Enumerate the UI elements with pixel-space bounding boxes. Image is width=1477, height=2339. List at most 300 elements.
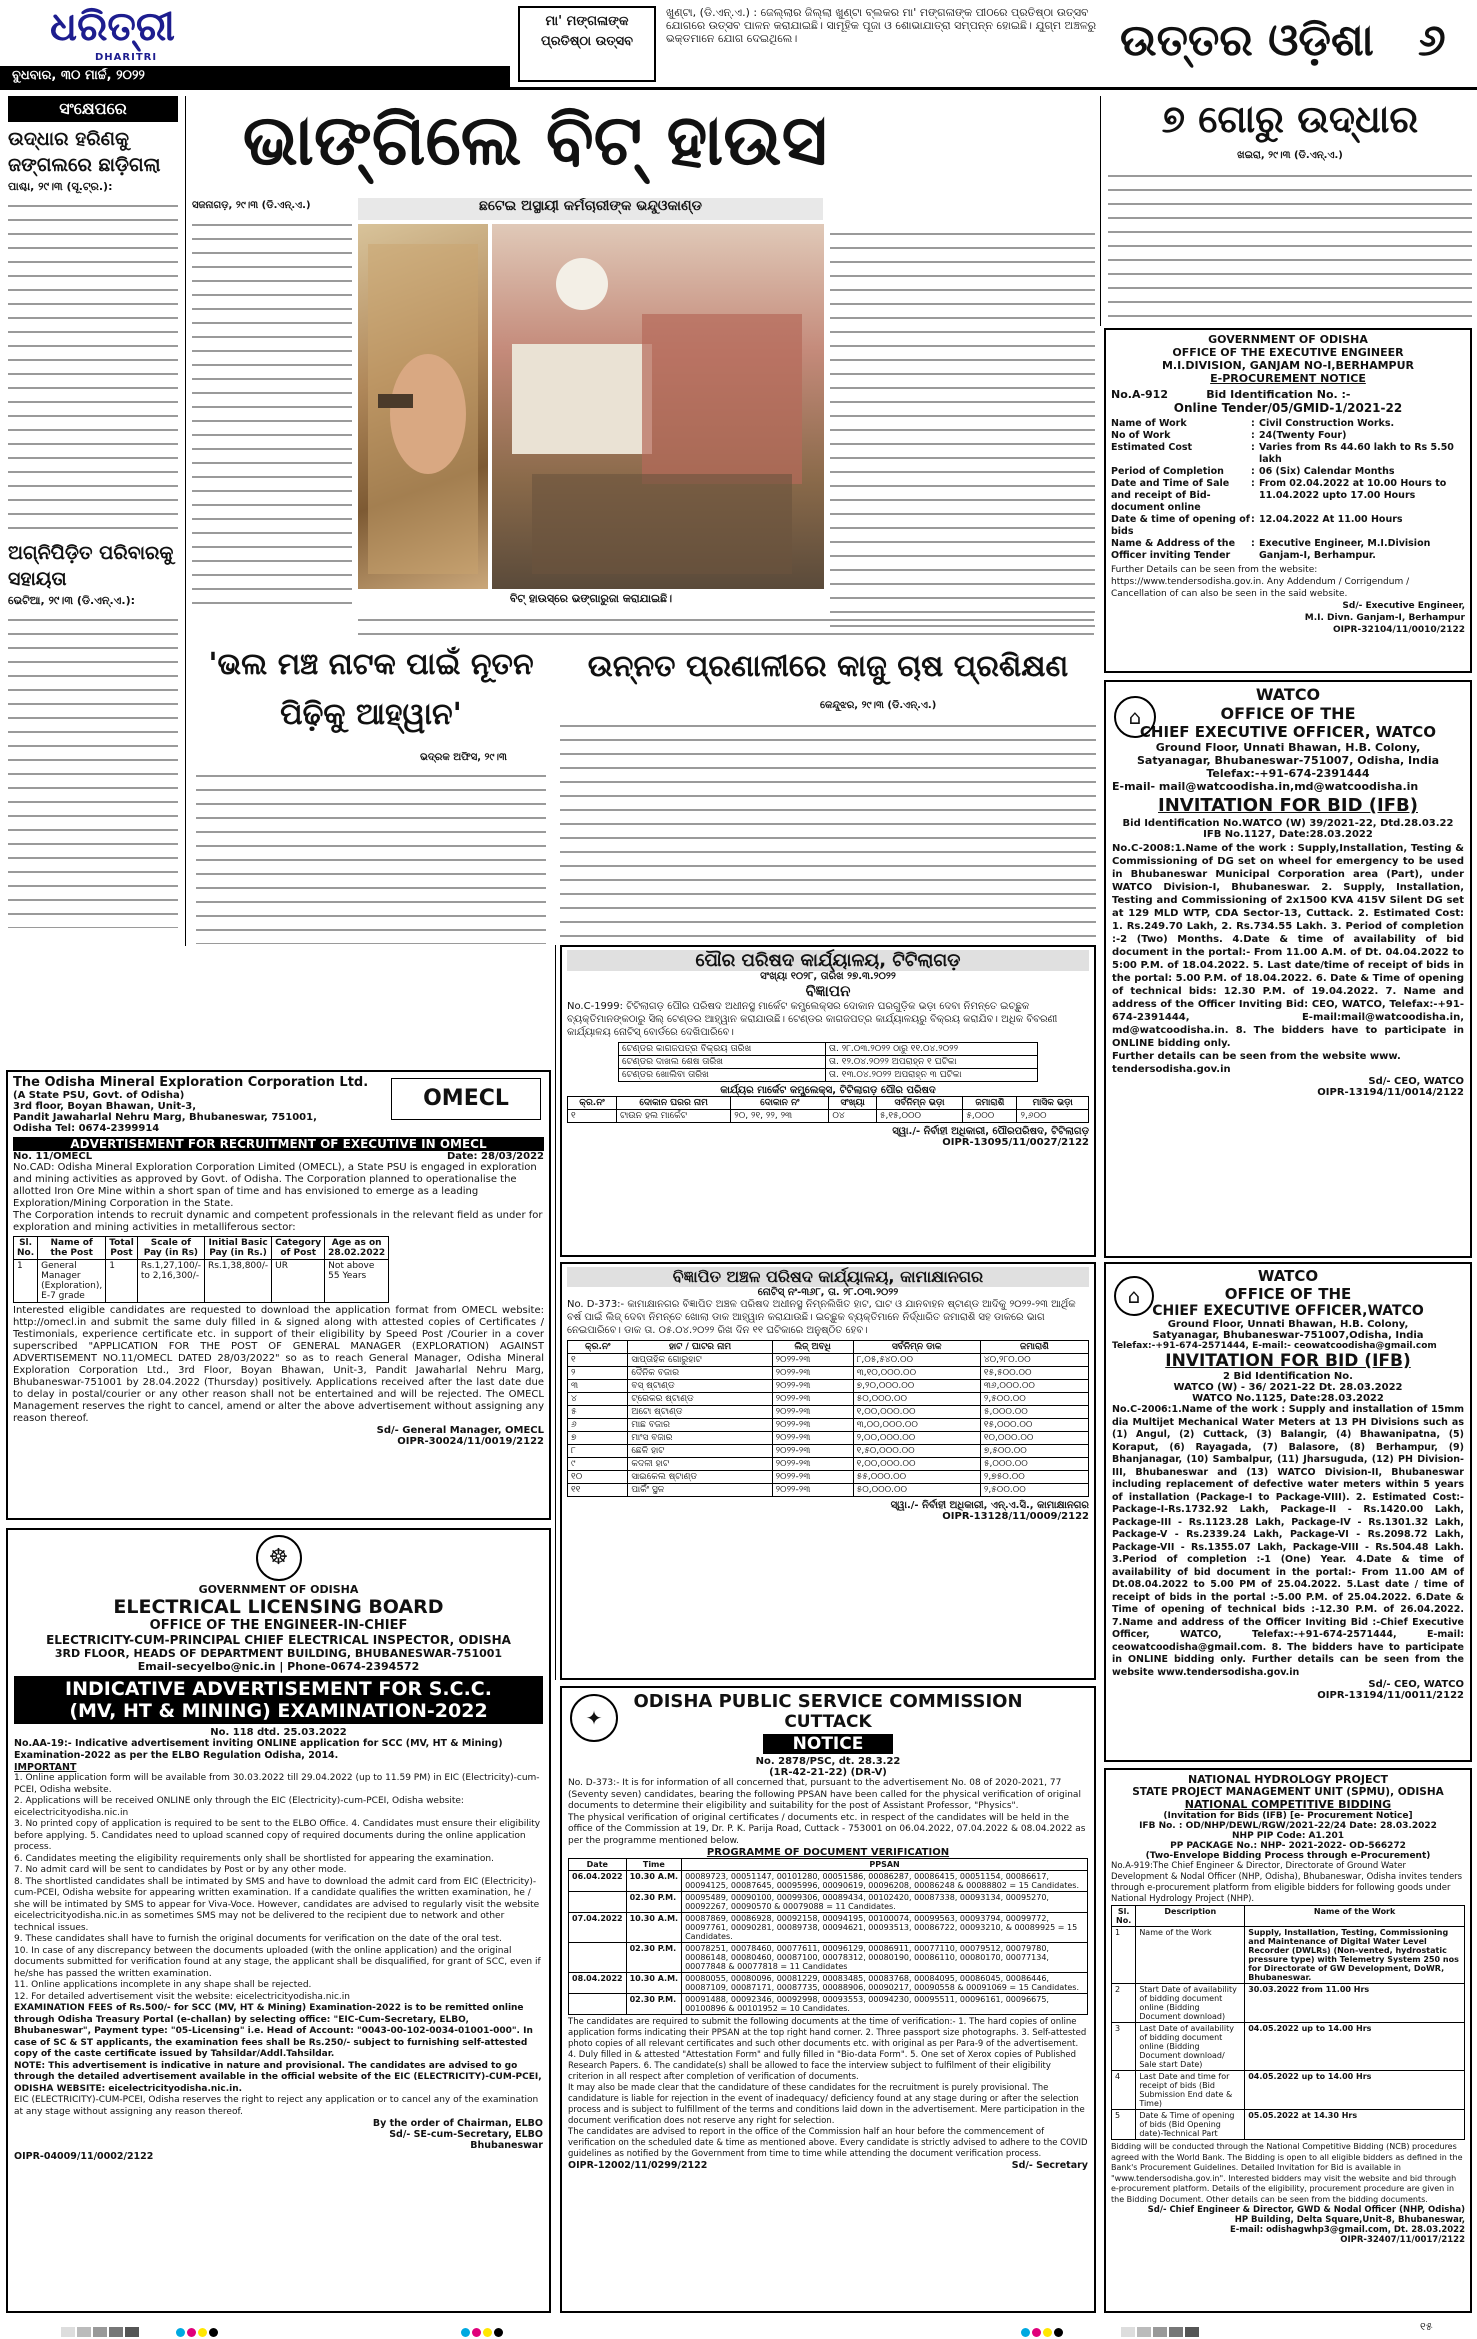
titlagarh-table-cell: ଟାଉନ ହଲ ମାର୍କେଟ [617, 1110, 731, 1123]
nhp-intro: No.A-919:The Chief Engineer & Director, Directorate of Ground Water Development & Nodal Officer (NHP, Odisha), Bhubaneswar, Odisha invites tenders through e-procurement platform from eligible bidders for following goods under National Hydrology Project (NHP). [1111, 1861, 1463, 1904]
nhp-l2: STATE PROJECT MANAGEMENT UNIT (SPMU), ODISHA [1132, 1786, 1444, 1798]
watco1-l5: Satyanagar, Bhubaneswar-751007, Odisha, India [1136, 754, 1440, 767]
table-row [568, 1458, 1089, 1471]
table-row [569, 1973, 1088, 1994]
nhp-table-header: Sl. No. [1112, 1906, 1136, 1927]
column-rule [1100, 96, 1101, 326]
ad-gm-row [1111, 538, 1465, 562]
kamakhya-table-cell: ୩,୧୦,୦୦୦.୦୦ [853, 1367, 980, 1380]
opsc-body2: The physical verification of original certificates / documents etc. in respect of the candidates will be held in the office of the Commission at 19, Dr. P. K. Parija Road, Cuttack - 753001 on 06.04.2022, 07.04.2022 & 08.04.2022 as per the programme mentioned below. [568, 1812, 1086, 1846]
cashew-dateline: କେନ୍ଦୁଝର, ୨୯।୩ (ଡି.ଏନ୍.ଏ.) [820, 700, 937, 711]
kamakhya-table-cell: ୧,୦୦,୦୦୦.୦୦ [853, 1458, 980, 1471]
omecl-l4: Pandit Jawaharlal Nehru Marg, Bhubaneswar, 751001, [13, 1112, 317, 1123]
ad-gm-further: Further Details can be seen from the website: https://www.tendersodisha.gov.in. Any Addendum / Corrigendum / Cancellation of can also be seen in the said website. [1111, 565, 1410, 599]
kamakhya-table-header: କ୍ର.ନଂ [568, 1341, 628, 1354]
opsc-table-cell [569, 1943, 627, 1973]
date-line: ବୁଧବାର, ୩୦ ମାର୍ଚ୍ଚ, ୨୦୨୨ [12, 68, 145, 83]
kamakhya-table-cell: ୩,୦୦,୦୦୦.୦୦ [853, 1419, 980, 1432]
watco1-sign: Sd/- CEO, WATCO [1368, 1076, 1464, 1087]
kamakhya-table-cell: ୨୦୨୨-୨୩ [772, 1367, 853, 1380]
watco-logo-icon: ⌂ [1114, 696, 1156, 738]
opsc-ref: (1R-42-21-22) (DR-V) [769, 1767, 887, 1778]
kamakhya-table-cell: ୯ [568, 1458, 628, 1471]
elbo-no-date: No. 118 dtd. 25.03.2022 [210, 1727, 347, 1738]
ad-kamakhyanagar [560, 1262, 1096, 1680]
opsc-table-cell [569, 1892, 627, 1913]
omecl-table-header: Scale of Pay (in Rs) [137, 1237, 204, 1260]
lead-photo-hand [358, 224, 488, 589]
omecl-l2: (A State PSU, Govt. of Odisha) [13, 1090, 185, 1101]
table-row [1112, 2071, 1465, 2110]
badge-line1: ମା' ମଙ୍ଗଳାଙ୍କ [545, 14, 629, 29]
elbo-point: 3. No printed copy of application is required to be sent to the ELBO Office. 4. Candidates must ensure their eligibility before applying. 5. Candidates need to upload scanned copy of required documents during the online application process. [14, 1819, 541, 1852]
titlagarh-date-row [619, 1069, 1038, 1082]
kamakhya-table-cell: ସାପ୍ତାହିକ ଗୋରୁହାଟ [628, 1354, 772, 1367]
table-row [568, 1484, 1089, 1497]
ad-gm-row-sep: : [1251, 442, 1255, 453]
table-row [569, 1994, 1088, 2015]
gray-scale-left [60, 2322, 140, 2339]
elbo-point: 1. Online application form will be available from 30.03.2022 till 29.04.2022 (up to 11.59 PM) in EIC (Electricity)-cum-PCEI, Odisha website. [14, 1773, 540, 1795]
watco2-l4: Ground Floor, Unnati Bhawan, H.B. Colony, [1167, 1319, 1409, 1330]
opsc-notice: NOTICE [763, 1734, 894, 1754]
nhp-table-cell: 04.05.2022 up to 14.00 Hrs [1245, 2071, 1465, 2110]
kamakhya-table-cell: ୧,୦୦,୦୦୦.୦୦ [853, 1406, 980, 1419]
omecl-table-header: Name of the Post [38, 1237, 106, 1260]
table-row [568, 1419, 1089, 1432]
elbo-l6: Email-secyelbo@nic.in | Phone-0674-2394572 [137, 1660, 420, 1673]
ad-gm-sign1: Sd/- Executive Engineer, [1342, 601, 1465, 611]
ad-gm-row-key: Date & time of opening of bids [1111, 514, 1250, 537]
kamakhya-table-cell: ୪୦,୨୮୦.୦୦ [980, 1354, 1088, 1367]
opsc-sign: Sd/- Secretary [1011, 2160, 1088, 2171]
kamakhya-table-cell: ୨୦୨୨-୨୩ [772, 1380, 853, 1393]
opsc-table-cell: 00091488, 00092346, 00092998, 00093553, 00094230, 00095511, 00096161, 00096675, 00100896 & 00101952 = 10 Candidates. [682, 1994, 1088, 2015]
watco2-l5: Satyanagar, Bhubaneswar-751007,Odisha, India [1152, 1330, 1424, 1341]
ad-omecl [6, 1070, 551, 1520]
opsc-table-cell: 07.04.2022 [569, 1913, 627, 1943]
kamakhya-table-header: ଜମାରାଶି [980, 1341, 1088, 1354]
ad-minor-irrigation [1104, 328, 1472, 673]
kamakhya-table-cell: ୭ [568, 1432, 628, 1445]
ad-gm-line3: M.I.DIVISION, GANJAM NO-I,BERHAMPUR [1161, 359, 1415, 372]
titlagarh-table [567, 1096, 1089, 1123]
opsc-header-row [569, 1859, 1088, 1871]
table-row [1112, 1984, 1465, 2023]
elbo-l5: 3RD FLOOR, HEADS OF DEPARTMENT BUILDING, BHUBANESWAR-751001 [54, 1647, 503, 1660]
kamakhya-table-cell: ୨୦୨୨-୨୩ [772, 1406, 853, 1419]
titlagarh-table-header: ଜମାରାଶି [963, 1097, 1017, 1110]
table-row [568, 1354, 1089, 1367]
lead-body-tail [358, 610, 1094, 638]
ad-gm-row-key: No of Work [1111, 430, 1171, 441]
opsc-table-cell [569, 1994, 627, 2015]
nhp-table-cell: 3 [1112, 2023, 1136, 2071]
ad-watco-2 [1104, 1262, 1472, 1762]
opsc-emblem-icon: ✦ [570, 1694, 618, 1742]
nhp-table-cell: 05.05.2022 at 14.30 Hrs [1245, 2110, 1465, 2140]
kamakhya-sign: ସ୍ୱା./- ନିର୍ବାହୀ ଅଧିକାରୀ, ଏନ୍.ଏ.ସି., କାମାକ୍ଷାନଗର [890, 1500, 1089, 1511]
color-dots-left [175, 2322, 219, 2339]
kamakhya-table-cell: କଦଳୀ ହାଟ [628, 1458, 772, 1471]
kamakhya-table-cell: ଦୈନିକ ବଜାର [628, 1367, 772, 1380]
nhp-table-cell: Name of the Work [1136, 1927, 1245, 1984]
elbo-point: 10. In case of any discrepancy between the documents uploaded (with the online application) and the original documents submitted for verification found at any stage, the applicant shall be disqualified, for grant of SCC, even if he/she has passed the written examination. [14, 1945, 541, 1979]
color-dots-right [1020, 2322, 1064, 2339]
table-row [569, 1913, 1088, 1943]
kamakhya-table-cell: ମାଂସ ବଜାର [628, 1432, 772, 1445]
logo-odia: ଧରିତ୍ରୀ [50, 3, 175, 50]
omecl-l5: Odisha Tel: 0674-2399914 [13, 1123, 160, 1134]
ad-gm-row-val: 06 (Six) Calendar Months [1259, 466, 1395, 477]
kamakhya-table-cell: ୮,୦୫,୫୪୦.୦୦ [853, 1354, 980, 1367]
nhp-table-cell: Supply, Installation, Testing, Commissioning and Maintenance of Digital Water Level Recorder (DWLRs) (Non-vented, hydrostatic pressure type) with Telemetry System 250 nos for Directorate of GW Development, DoWR, Bhubaneswar. [1245, 1927, 1465, 1984]
nhp-sign3: E-mail: odishagwhp3@gmail.com, Dt. 28.03.2022 [1229, 2225, 1465, 2235]
omecl-body1: No.CAD: Odisha Mineral Exploration Corporation Limited (OMECL), a State PSU is engaged in exploration and mining activities as approved by Govt. of Odisha. The Corporation planned to operationalise the allotted Iron Ore Mine within a short span of time and has envisioned to emerge as a leading Exploration/Mining Corporation in the State. [13, 1162, 537, 1209]
goru-headline: ୭ ଗୋରୁ ଉଦ୍ଧାର [1161, 97, 1419, 141]
drama-body [196, 766, 546, 944]
ad-gm-row-val: 24(Twenty Four) [1259, 430, 1347, 441]
elbo-sign2: Sd/- SE-cum-Secretary, ELBO [389, 2129, 543, 2140]
lead-headline: ଭାଙ୍ଗିଲେ ବିଟ୍ ହାଉସ [242, 99, 828, 181]
opsc-table-cell: 10.30 A.M. [626, 1913, 681, 1943]
opsc-table-header: PPSAN [682, 1859, 1088, 1871]
brief1-body [8, 196, 178, 534]
nhp-table-cell: 2 [1112, 1984, 1136, 2023]
ad-gm-tender: Online Tender/05/GMID-1/2021-22 [1173, 401, 1403, 415]
omecl-sign: Sd/- General Manager, OMECL [376, 1425, 544, 1436]
ad-gm-row-key: Name of Work [1111, 418, 1187, 429]
elbo-important: IMPORTANT [14, 1762, 77, 1773]
omecl-title: ADVERTISEMENT FOR RECRUITMENT OF EXECUTIVE IN OMECL [13, 1137, 544, 1151]
kamakhya-title: ବିଜ୍ଞାପିତ ଅଞ୍ଚଳ ପରିଷଦ କାର୍ଯ୍ୟାଳୟ, କାମାକ୍ଷାନଗର [567, 1267, 1089, 1287]
nhp-l8: (Two-Envelope Bidding Process through e-Procurement) [1145, 1851, 1431, 1861]
ad-opsc [560, 1686, 1096, 2313]
nhp-l4: (Invitation for Bids (IFB) [e- Procurement Notice] [1163, 1811, 1413, 1821]
omecl-table-cell: Rs.1,38,800/- [204, 1260, 271, 1303]
kamakhya-table-cell: ୫,୦୦୦.୦୦ [980, 1458, 1088, 1471]
opsc-table-cell: 10.30 A.M. [626, 1973, 681, 1994]
brief2-dateline: ଭେଟିଆ, ୨୯।୩ (ଡି.ଏନ୍.ଏ.): [8, 594, 136, 607]
ad-gm-row-sep: : [1251, 478, 1255, 489]
titlagarh-date-label: ଟେଣ୍ଡର କାଗଜପତ୍ର ବିକ୍ରୟ ତାରିଖ [619, 1043, 826, 1056]
omecl-brand: OMECL [423, 1086, 509, 1111]
omecl-table-cell: 1 [14, 1260, 38, 1303]
watco1-bid: Bid Identification No.WATCO (W) 39/2021-22, Dtd.28.03.22 [1122, 818, 1454, 829]
brief2-headline: ଅଗ୍ନିପିଡ଼ିତ ପରିବାରକୁ ସହାୟତା [8, 542, 174, 590]
opsc-table-cell: 00078251, 00078460, 00077611, 00096129, 00086911, 00077110, 00079512, 00079780, 00086148, 00080460, 00087100, 00078312, 00080190, 00086110, 00080170, 00077134, 00077848 & 00077818 = 11 Candidates [682, 1943, 1088, 1973]
omecl-advt-date: Date: 28/03/2022 [446, 1151, 544, 1162]
omecl-table-header: Initial Basic Pay (in Rs.) [204, 1237, 271, 1260]
nhp-table-cell: 5 [1112, 2110, 1136, 2140]
watco2-logo-icon: ⌂ [1114, 1276, 1154, 1316]
briefs-column [8, 96, 178, 946]
opsc-table-cell: 00089723, 00051147, 00101280, 00051586, 00086287, 00086415, 00051154, 00086617, 00094125, 00087645, 00095996, 00090619, 00096208, 00086248 & 00088802 = 15 Candidates. [682, 1871, 1088, 1892]
elbo-title2: (MV, HT & MINING) EXAMINATION-2022 [69, 1700, 488, 1722]
drama-headline: 'ଭଲ ମଞ୍ଚ ନାଟକ ପାଇଁ ନୂତନ ପିଢ଼ିକୁ ଆହ୍ୱାନ' [208, 647, 534, 732]
titlagarh-table-header: ଦୋକାନ ନଂ [731, 1097, 829, 1110]
elbo-point: 2. Applications will be received ONLINE only through the EIC (Electricity)-cum-PCEI, Odisha website: eicelectricityodisha.nic.in [14, 1796, 464, 1818]
opsc-table [568, 1858, 1088, 2015]
odisha-emblem-icon: ☸ [256, 1535, 302, 1581]
table-row [568, 1393, 1089, 1406]
elbo-point: 12. For detailed advertisement visit the website: eicelectricityodisha.nic.in [14, 1991, 350, 2002]
nhp-table-cell: 04.05.2022 up to 14.00 Hrs [1245, 2023, 1465, 2071]
opsc-table-cell: 06.04.2022 [569, 1871, 627, 1892]
lead-dateline: ସଜନାଗଡ଼, ୨୯।୩ (ଡି.ଏନ୍.ଏ.) [192, 200, 311, 211]
table-row [1112, 1927, 1465, 1984]
kamakhya-table-cell: ୨୦୨୨-୨୩ [772, 1484, 853, 1497]
nhp-l3: NATIONAL COMPETITIVE BIDDING [1184, 1798, 1392, 1811]
nhp-l7: PP PACKAGE No.: NHP- 2021-2022- OD-566272 [1170, 1841, 1406, 1851]
ad-watco-1 [1104, 680, 1472, 1258]
watco2-l6: Telefax:-+91-674-2571444, E-mail:- ceowatcoodisha@gmail.com [1112, 1341, 1437, 1351]
nhp-table-cell: Last Date of availability of bidding document online (Bidding Document download/ Sale start Date) [1136, 2023, 1245, 2071]
nhp-sign2: HP Building, Delta Square,Unit-8, Bhubaneswar, [1234, 2215, 1465, 2225]
brief1-headline: ଉଦ୍ଧାର ହରିଣକୁ ଜଙ୍ଗଲରେ ଛାଡ଼ିଗଲା [8, 128, 161, 176]
drama-dateline: ଭଦ୍ରକ ଅଫିସ, ୨୯।୩ [420, 752, 507, 763]
elbo-reserve: EIC (ELECTRICITY)-CUM-PCEI, Odisha reserves the right to reject any application or to cancel any of the examination at any stage without assigning any reason thereof. [14, 2095, 539, 2117]
nhp-table-header: Description [1136, 1906, 1245, 1927]
badge-box [518, 6, 656, 82]
opsc-title2: CUTTACK [784, 1712, 872, 1732]
kamakhya-table-cell: ୨,୫୦୦.୦୦ [980, 1484, 1088, 1497]
opsc-body1: No. D-373:- It is for information of all concerned that, pursuant to the advertisement No. 08 of 2020-2021, 77 (Seventy seven) candidates, bearing the following PPSAN have been called for the physical verification of original documents to determine their eligibility and suitability for the post of Assistant Professor, "Physics". [568, 1778, 1081, 1811]
nhp-l5: IFB No. : OD/NHP/DEWL/RGW/2021-22/24 Date: 28.03.2022 [1139, 1821, 1437, 1831]
kamakhya-table-cell: ଟ୍ରେକର ଷ୍ଟାଣ୍ଡ [628, 1393, 772, 1406]
page-number: ୬ [1418, 15, 1446, 66]
titlagarh-table-header: ସଂଖ୍ୟା [829, 1097, 876, 1110]
omecl-body2: The Corporation intends to recruit dynamic and competent professionals in the relevant field as under for exploration and mining activities in metalliferous sector: [13, 1210, 543, 1233]
kamakhya-table-cell: ୭,୨୦,୦୦୦.୦୦ [853, 1380, 980, 1393]
watco2-l3: CHIEF EXECUTIVE OFFICER,WATCO [1152, 1303, 1424, 1319]
registration-marks [0, 2318, 1477, 2339]
omecl-table-cell: UR [272, 1260, 325, 1303]
table-row [568, 1380, 1089, 1393]
titlagarh-table-cell: ୨,୬୦୦ [1017, 1110, 1089, 1123]
omecl-advt-no: No. 11/OMECL [13, 1151, 93, 1162]
watco2-title: INVITATION FOR BID (IFB) [1165, 1351, 1411, 1371]
titlagarh-sub: ସଂଖ୍ୟା ୧୦୨୮, ତାରିଖ ୨୭.୩.୨୦୨୨ [760, 971, 896, 982]
lead-kicker: ଛଟେଇ ଅସ୍ଥାୟୀ କର୍ମଚାରୀଙ୍କ ଭନ୍ଦୁଓକାଣ୍ଡ [358, 198, 823, 220]
nhp-l6: NHP PIP Code: A1.201 [1232, 1831, 1344, 1841]
elbo-points [14, 1773, 543, 2003]
omecl-table-cell: Not above 55 Years [325, 1260, 389, 1303]
elbo-l3: OFFICE OF THE ENGINEER-IN-CHIEF [149, 1618, 408, 1633]
nhp-table-cell: 4 [1112, 2071, 1136, 2110]
opsc-table-cell: 00080055, 00080096, 00081229, 00083485, 00083768, 00084095, 00086045, 00086446, 00087109, 00087171, 00087735, 00088906, 00090217, 00090558 & 00091069 = 15 Candidates. [682, 1973, 1088, 1994]
watco1-ifb: IFB No.1127, Date:28.03.2022 [1203, 829, 1373, 840]
table-row [568, 1406, 1089, 1419]
watco2-bid: 2 Bid Identification No. [1223, 1371, 1353, 1382]
elbo-sign1: By the order of Chairman, ELBO [372, 2118, 543, 2129]
opsc-table-cell: 08.04.2022 [569, 1973, 627, 1994]
opsc-no: No. 2878/PSC, dt. 28.3.22 [755, 1756, 901, 1767]
ad-gm-row [1111, 478, 1465, 514]
titlagarh-body: No.C-1999: ଟିଟିଲାଗଡ଼ ପୌର ପରିଷଦ ଅଧୀନସ୍ଥ ମାର୍କେଟ କମ୍ପ୍ଲେକ୍ସର ଦୋକାନ ଘରଗୁଡ଼ିକ ଭଡ଼ା ଦେବା ନିମନ୍ତେ ଇଚ୍ଛୁକ ବ୍ୟକ୍ତିମାନଙ୍କଠାରୁ ସିଲ୍ ଟେଣ୍ଡର ଆହ୍ୱାନ କରାଯାଉଛି। ଟେଣ୍ଡର କାଗଜପତ୍ର କାର୍ଯ୍ୟାଳୟରୁ ବିକ୍ରୟ କରାଯିବ। ଅଧିକ ବିବରଣୀ କାର୍ଯ୍ୟାଳୟ ନୋଟିସ୍ ବୋର୍ଡରେ ଦେଖିପାରିବେ। [567, 1001, 1058, 1038]
titlagarh-date-row [619, 1056, 1038, 1069]
titlagarh-date-value: ତା. ୧୨.୦୪.୨୦୨୨ ଅପରାହ୍ନ ୧ ଘଟିକା [825, 1056, 1037, 1069]
table-row [568, 1367, 1089, 1380]
goru-body [1108, 166, 1472, 324]
ad-gm-row-sep: : [1251, 538, 1255, 549]
nhp-table-cell: Start Date of availability of bidding document online (Bidding Document download) [1136, 1984, 1245, 2023]
elbo-oipr: OIPR-04009/11/0002/2122 [14, 2151, 154, 2162]
elbo-title1: INDICATIVE ADVERTISEMENT FOR S.C.C. [65, 1678, 492, 1700]
kamakhya-body: No. D-373:- କାମାକ୍ଷାନଗର ବିଜ୍ଞାପିତ ଅଞ୍ଚଳ ପରିଷଦ ଅଧୀନସ୍ଥ ନିମ୍ନଲିଖିତ ହାଟ, ଘାଟ ଓ ଯାନବାହନ ଷ୍ଟାଣ୍ଡ ଆଦିକୁ ୨୦୨୨-୨୩ ଆର୍ଥିକ ବର୍ଷ ପାଇଁ ଲିଜ୍ ଦେବା ନିମନ୍ତେ ଖୋଲା ଡାକ ଆହ୍ୱାନ କରାଯାଉଛି। ଇଚ୍ଛୁକ ବ୍ୟକ୍ତିମାନେ ନିର୍ଦ୍ଧାରିତ ଜମାରାଶି ସହ ଡାକରେ ଭାଗ ନେଇପାରିବେ। ଡାକ ତା. ୦୫.୦୪.୨୦୨୨ ରିଖ ଦିନ ୧୧ ଘଟିକାରେ ଅନୁଷ୍ଠିତ ହେବ। [567, 1299, 1076, 1336]
titlagarh-oipr: OIPR-13095/11/0027/2122 [942, 1137, 1089, 1148]
titlagarh-title: ପୌର ପରିଷଦ କାର୍ଯ୍ୟାଳୟ, ଟିଟିଲାଗଡ଼ [567, 950, 1089, 971]
kamakhya-table [567, 1340, 1089, 1497]
ad-gm-row-val: 12.04.2022 At 11.00 Hours [1259, 514, 1403, 525]
kamakhya-table-cell: ୧ [568, 1354, 628, 1367]
kamakhya-table-cell: ୨୦୨୨-୨୩ [772, 1419, 853, 1432]
lead-photo-room [492, 224, 824, 589]
omecl-table-cell: 1 [106, 1260, 138, 1303]
badge-line2: ପ୍ରତିଷ୍ଠା ଉତ୍ସବ [540, 34, 634, 49]
omecl-body3: Interested eligible candidates are requested to download the application format from OMECL website: http://omecl.in and submit the same duly filled in & signed along with attested copies of Certificates / Testimonials, experience certificate etc. in support of their eligibility by Speed Post /Courier in a cover superscribed "APPLICATION FOR THE POST OF GENERAL MANAGER (EXPLORATION) AGAINST ADVERTISEMENT NO.11/OMECL DATED 28/03/2022" so as to reach General Manager, Odisha Mineral Exploration Corporation Ltd., 3rd Floor, Boyan Bhawan, Unit-3, Pandit Jawaharlal Nehru Marg, Bhubaneswar-751001 by 28.04.2022 (Thursday) positively. Applications received after the last date due to delay in postal/courier or any other reason shall not be entertained and will be rejected. The OMECL Management reserves the right to cancel, amend or alter the above advertisement without assigning any reason thereof. [13, 1305, 544, 1424]
kamakhya-table-cell: ୧୫,୫୦୦.୦୦ [980, 1367, 1088, 1380]
ad-gm-row-val: Varies from Rs 44.60 lakh to Rs 5.50 lakh [1259, 442, 1454, 465]
kamakhya-table-cell: ଅଟୋ ଷ୍ଟାଣ୍ଡ [628, 1406, 772, 1419]
ad-gm-oipr: OIPR-32104/11/0010/2122 [1332, 625, 1465, 635]
kamakhya-table-cell: ମାଛ ବଜାର [628, 1419, 772, 1432]
kamakhya-table-header: ସର୍ବନିମ୍ନ ଡାକ [853, 1341, 980, 1354]
ad-gm-row [1111, 466, 1465, 478]
table-row [569, 1892, 1088, 1913]
ad-gm-line1: GOVERNMENT OF ODISHA [1208, 333, 1368, 346]
table-row [568, 1445, 1089, 1458]
opsc-instr: The candidates are required to submit the following documents at the time of verification:- 1. The hard copies of online application forms indicating their PPSAN at the top right hand corner. 2. Three passport size photographs. 3. Self-attested photo copies of all relevant certificates and such other documents etc. with original as per Para-9 of the advertisement. 4. Duly filled in & attested "Attestation Form" and fully filled in "Bio-data Form". 5. One set of Xerox copies of Published Research Papers. 6. The candidate(s) shall be allowed to face the interview subject to fulfilment of their eligibility criterion in all respect after completion of verification of documents. [568, 2017, 1087, 2082]
table-row [1112, 2110, 1465, 2140]
ad-gm-row-val: Executive Engineer, M.I.Division Ganjam-I, Berhampur. [1259, 538, 1431, 561]
kamakhya-table-cell: ୭,୫୦୦.୦୦ [980, 1445, 1088, 1458]
kamakhya-table-cell: ୫,୦୦୦.୦୦ [980, 1406, 1088, 1419]
kamakhya-table-cell: ବସ୍ ଷ୍ଟାଣ୍ଡ [628, 1380, 772, 1393]
kamakhya-table-cell: ଛେଳି ହାଟ [628, 1445, 772, 1458]
opsc-table-cell: 02.30 P.M. [626, 1892, 681, 1913]
masthead [0, 0, 1477, 90]
watco2-body: No.C-2006:1.Name of the work : Supply and installation of 15mm dia Multijet Mechanical Water Meters at 13 PH Divisions such as (1) Angul, (2) Cuttack, (3) Balangir, (4) Bhawanipatna, (5) Koraput, (6) Rayagada, (7) Balasore, (8) Berhampur, (9) Bhanjanagar, (10) Sambalpur, (11) Jharsuguda, (12) PH Division-III, Bhubaneswar and (13) WATCO Division-II, Bhubaneswar including replacement of defective water meters within 5 years of installation (Package-I to Package-VIII). 2. Estimated Cost:-Package-I-Rs.1732.92 Lakh, Package-II - Rs.1420.00 Lakh, Package-III - Rs.1123.28 Lakh, Package-IV - Rs.1301.32 Lakh, Package-V - Rs.2339.24 Lakh, Package-VI - Rs.2098.72 Lakh, Package-VII - Rs.1355.07 Lakh, Package-VIII - Rs.504.48 Lakh. 3.Period of completion :-1 (One) Year. 4.Date & time of availability of bid document in the portal:- From 11.00 AM of Dt.08.04.2022 to 5.00 PM of 25.04.2022. 5.Last date / time of receipt of bids in the portal :-5.00 P.M. of 25.04.2022. 6.Date & Time of opening of technical bids :-12.30 P.M. of 26.04.2022. 7.Name and address of the Officer Inviting Bid :-Chief Executive Officer, WATCO, Telefax:-+91-674-2571444, E-mail: ceowatcoodisha@gmail.com. 8. The bidders have to participate in ONLINE bidding only. Further details can be seen from the website www.tendersodisha.gov.in [1112, 1404, 1464, 1678]
badge-text: ଖୁଣ୍ଟା, (ଡି.ଏନ୍.ଏ.) : ଜେଲ୍ଲାର ଜିଲ୍ଲା ଖୁଣ୍ଟା ବ୍ଲକର ମା' ମଙ୍ଗଳାଙ୍କ ପୀଠରେ ପ୍ରତିଷ୍ଠା ଉତ୍ସବ ଯୋଗରେ ଉତ୍ସବ ପାଳନ କରାଯାଇଛି। ସାମୂହିକ ପୂଜା ଓ ଶୋଭାଯାତ୍ରା ସମ୍ପନ୍ନ ହୋଇଛି। ଯୁଗ୍ମ ଅଞ୍ଚଳରୁ ଭକ୍ତମାନେ ଯୋଗ ଦେଇଥିଲେ। [666, 6, 1097, 45]
watco1-body: No.C-2008:1.Name of the work : Supply,Installation, Testing & Commissioning of DG set on wheel for emergency to be used in Bhubaneswar Municipal Corporation area (Part), under WATCO Division-I, Bhubaneswar. 2. Supply, Installation, Testing and Commissioning of 2x1500 KVA 415V Silent DG set at 129 MLD WTP, CDA Sector-13, Cuttack. 2. Estimated Cost: 1. Rs.249.70 Lakh, 2. Rs.734.55 Lakh. 3. Period of completion :-2 (Two) Months. 4.Date & time of availability of bid document in the portal:- From 11.00 A.M. of Dt. 04.04.2022 to 5:00 P.M. of 18.04.2022. 5. Last date/time of receipt of bids in the portal: 5.00 P.M. of 18.04.2022. 6. Date & Time of opening of technical bids: 12.30 P.M. of 19.04.2022. 7. Name and address of the Officer Inviting Bid: CEO, WATCO, Telefax:-+91-674-2391444, E-mail:mail@watcoodisha.in, md@watcoodisha.in. 8. The bidders have to participate in ONLINE bidding only. [1112, 843, 1464, 1049]
kamakhya-table-cell: ୨,୫୦୦.୦୦ [980, 1393, 1088, 1406]
titlagarh-date-row [619, 1043, 1038, 1056]
watco1-l1: WATCO [1255, 685, 1321, 704]
kamakhya-table-cell: ୨୦୨୨-୨୩ [772, 1393, 853, 1406]
nhp-header-row [1112, 1906, 1465, 1927]
omecl-l3: 3rd floor, Boyan Bhawan, Unit-3, [13, 1101, 197, 1112]
nhp-table-cell: Date & Time of opening of bids (Bid Opening date)-Technical Part [1136, 2110, 1245, 2140]
elbo-point: 8. The shortlisted candidates shall be intimated by SMS and have to download the admit card from EIC (Electricity)-cum-PCEI, Odisha website for appearing written examination. If a candidate qualifies the written examination, he / she will be intimated by SMS to appear for Viva-Voce. However, candidates are advised to regularly visit the website eicelectricityodisha.nic.in as sometimes SMS may not be delivered to the recipient due to network and other technical issues. [14, 1876, 540, 1933]
ad-gm-line2: OFFICE OF THE EXECUTIVE ENGINEER [1172, 346, 1404, 359]
nhp-table-cell: 30.03.2022 from 11.00 Hrs [1245, 1984, 1465, 2023]
ad-gm-row-key: Date and Time of Sale and receipt of Bid-document online [1111, 478, 1230, 513]
titlagarh-date-value: ତା. ୨୮.୦୩.୨୦୨୨ ଠାରୁ ୧୧.୦୪.୨୦୨୨ [825, 1043, 1037, 1056]
titlagarh-table-cell: ୨୦, ୨୧, ୨୨, ୨୩ [731, 1110, 829, 1123]
brief2-body [8, 610, 178, 928]
ad-gm-row-sep: : [1251, 418, 1255, 429]
kamakhya-table-cell: ୨୦୨୨-୨୩ [772, 1471, 853, 1484]
omecl-table-cell: Rs.1,27,100/- to 2,16,300/- [137, 1260, 204, 1303]
kamakhya-table-cell: ୧୫,୦୦୦.୦୦ [980, 1419, 1088, 1432]
titlagarh-vigyapan: ବିଜ୍ଞାପନ [805, 982, 851, 1000]
kamakhya-oipr: OIPR-13128/11/0009/2122 [942, 1511, 1089, 1522]
elbo-l4: ELECTRICITY-CUM-PRINCIPAL CHIEF ELECTRICAL INSPECTOR, ODISHA [46, 1633, 511, 1647]
ad-gm-row [1111, 430, 1465, 442]
table-row [568, 1471, 1089, 1484]
ad-gm-row [1111, 442, 1465, 466]
ad-gm-row-key: Period of Completion [1111, 466, 1224, 477]
watco1-title: INVITATION FOR BID (IFB) [1158, 795, 1418, 816]
elbo-sign3: Bhubaneswar [470, 2140, 543, 2151]
ad-gm-rows [1111, 418, 1465, 562]
omecl-table-header: Age as on 28.02.2022 [325, 1237, 389, 1260]
ad-gm-row-val: Civil Construction Works. [1259, 418, 1395, 429]
titlagarh-table-header: କ୍ର.ନଂ [568, 1097, 617, 1110]
kamakhya-table-cell: ୮ [568, 1445, 628, 1458]
watco2-ifb: WATCO No.1125, Date:28.03.2022 [1192, 1393, 1384, 1404]
watco1-further: Further details can be seen from the website www. tendersodisha.gov.in [1112, 1051, 1401, 1075]
titlagarh-date-label: ଟେଣ୍ଡର ଖୋଲିବା ତାରିଖ [619, 1069, 826, 1082]
titlagarh-date-label: ଟେଣ୍ଡର ଦାଖଲ ଶେଷ ତାରିଖ [619, 1056, 826, 1069]
column-rule [555, 945, 556, 1680]
titlagarh-table-cell: ୦୪ [829, 1110, 876, 1123]
watco2-oipr: OIPR-13194/11/0011/2122 [1317, 1690, 1464, 1701]
omecl-oipr: OIPR-30024/11/0019/2122 [397, 1436, 544, 1447]
opsc-table-cell: 10.30 A.M. [626, 1871, 681, 1892]
elbo-point: 11. Online applications incomplete in any shape shall be rejected. [14, 1980, 312, 1990]
kamakhya-table-cell: ୪ [568, 1393, 628, 1406]
ad-gm-row-sep: : [1251, 466, 1255, 477]
omecl-table-header: Category of Post [272, 1237, 325, 1260]
footer-page-number: ୧୫ [1420, 2320, 1433, 2333]
elbo-point: 9. These candidates shall have to furnish the original documents for verification on the date of the oral test. [14, 1934, 502, 1944]
kamakhya-table-cell: ୬ [568, 1419, 628, 1432]
brief1-dateline: ପାଶ୍ଚା, ୨୯।୩ (ସୂ.ଟ୍ର.): [8, 180, 113, 193]
cashew-body [560, 716, 1096, 944]
kamakhya-table-cell: ୧୦,୦୦୦.୦୦ [980, 1432, 1088, 1445]
nhp-table-cell: 1 [1112, 1927, 1136, 1984]
ad-gm-row-sep: : [1251, 430, 1255, 441]
nhp-table-cell: Last Date and time for receipt of bids (Bid Submission End date & Time) [1136, 2071, 1245, 2110]
ad-gm-row-val: From 02.04.2022 at 10.00 Hours to 11.04.2022 upto 17.00 Hours [1259, 478, 1447, 501]
watco1-l4: Ground Floor, Unnati Bhawan, H.B. Colony, [1155, 741, 1421, 754]
omecl-logo-icon [391, 1078, 541, 1120]
kamakhya-sub: ନୋଟିସ୍ ନଂ-୩୬୮, ତା. ୨୮.୦୩.୨୦୨୨ [757, 1287, 899, 1298]
kamakhya-table-cell: ପାର୍କିଂ ସ୍ଥଳ [628, 1484, 772, 1497]
titlagarh-table-header: ମାସିକ ଭଡ଼ା [1017, 1097, 1089, 1110]
kamakhya-table-header: ହାଟ / ଘାଟର ନାମ [628, 1341, 772, 1354]
nhp-footer: Bidding will be conducted through the National Competitive Bidding (NCB) procedures agreed with the World Bank. The Bidding is open to all eligible bidders as defined in the Bank's Procurement Guidelines. Detailed Invitation for Bid is available in "www.tendersodisha.gov.in". Interested bidders may visit the website and bid through e-procurement platform. Details of the eligibility, procurement procedure are given in the Bidding Document. Other details can be seen from the bidding documents. [1111, 2142, 1463, 2204]
kamakhya-table-cell: ୨୦୨୨-୨୩ [772, 1354, 853, 1367]
titlagarh-table-header: ସର୍ବନିମ୍ନ ଭଡ଼ା [876, 1097, 962, 1110]
watco1-l7: E-mail- mail@watcoodisha.in,md@watcoodisha.in [1112, 780, 1419, 793]
kamakhya-table-cell: ୫୫,୦୦୦.୦୦ [853, 1471, 980, 1484]
gray-scale-right [1120, 2322, 1200, 2339]
kamakhya-table-cell: ୨୦୨୨-୨୩ [772, 1445, 853, 1458]
elbo-l2: ELECTRICAL LICENSING BOARD [113, 1596, 444, 1618]
ad-nhp [1104, 1768, 1472, 2313]
ad-gm-line4: E-PROCUREMENT NOTICE [1210, 372, 1366, 385]
kamakhya-table-cell: ୨ [568, 1367, 628, 1380]
kamakhya-table-cell: ୧୦ [568, 1471, 628, 1484]
column-rule [185, 96, 186, 946]
table-row [569, 1943, 1088, 1973]
ad-titlagarh [560, 945, 1096, 1257]
section-title: ଉତ୍ତର ଓଡ଼ିଶା [1120, 15, 1374, 66]
titlagarh-table-header: ଦୋକାନ ଘରର ନାମ [617, 1097, 731, 1110]
